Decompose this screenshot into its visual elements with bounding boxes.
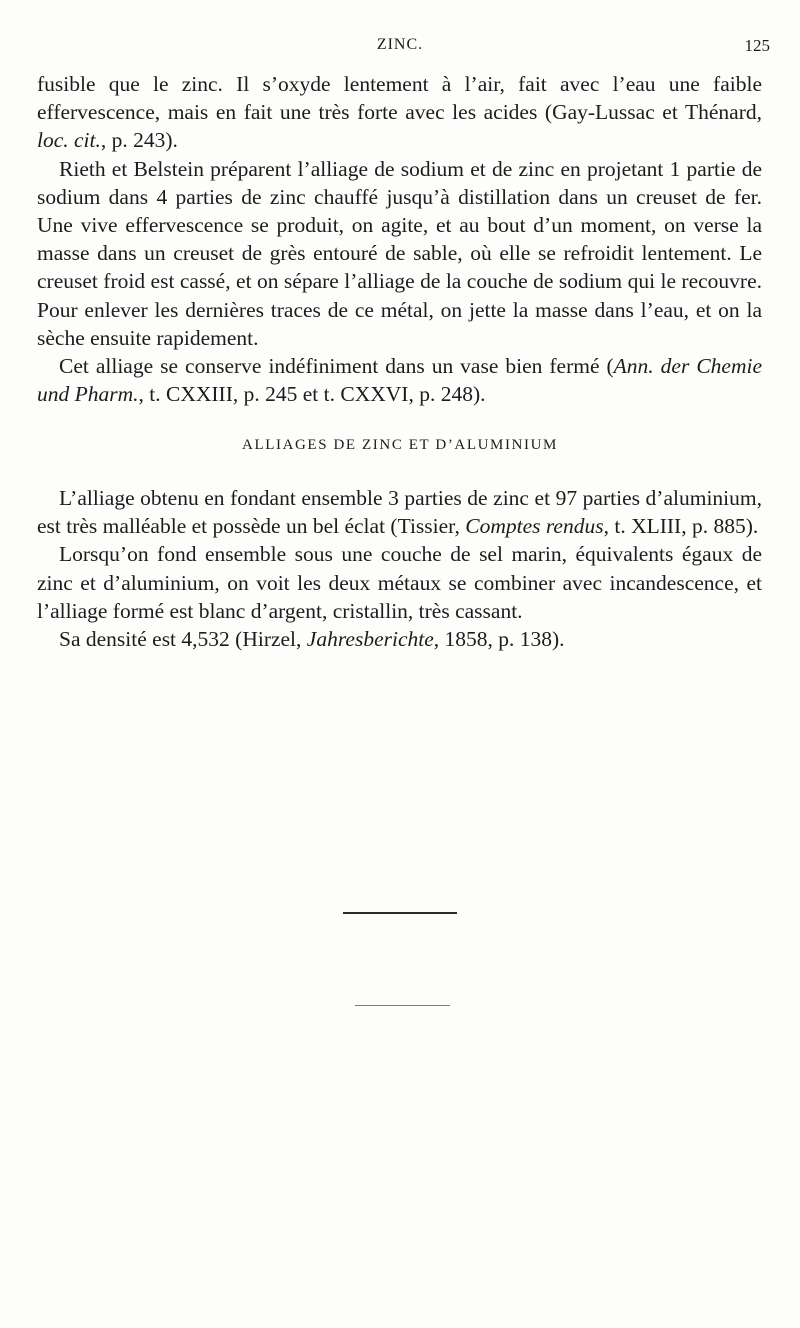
section-end-rule-short: [355, 1005, 450, 1006]
paragraph-rieth-belstein: Rieth et Belstein préparent l’alliage de sodium et de zinc en projetant 1 partie de sodium dans 4 parties de zinc chauffé jusqu’à distillation dans un creuset de fer. Une vive effervescence se produit, on agite, et au bout d’un moment, on verse la masse dans un creuset de grès entouré de sable, où elle se refroidit lentement. Le creuset froid est cassé, et on sépare l’alliage de la couche de sodium qui le recouvre. Pour enlever les dernières traces de ce métal, on jette la masse dans l’eau, et on la sèche ensuite rapidement.: [37, 156, 762, 350]
body-text-top: [37, 70, 762, 408]
section-heading: ALLIAGES DE ZINC ET D’ALUMINIUM: [242, 437, 558, 453]
citation-italic: Ann. der Chemie und Pharm.: [37, 354, 762, 407]
paragraph-fusible: fusible que le zinc. Il s’oxyde lentement à l’air, fait avec l’eau une faible effervescence, mais en fait une très forte avec les acides (Gay-Lussac et Thénard, loc. cit., p. 243).: [37, 72, 762, 153]
paragraph-conservation: Cet alliage se conserve indéfiniment dans un vase bien fermé (Ann. der Chemie und Pharm., t. CXXIII, p. 245 et t. CXXVI, p. 248).: [37, 354, 762, 407]
citation-italic: Comptes rendus: [465, 514, 604, 539]
running-head: [0, 36, 800, 60]
body-text-bottom: [37, 484, 762, 653]
paragraph-sel-marin: Lorsqu’on fond ensemble sous une couche de sel marin, équivalents égaux de zinc et d’aluminium, on voit les deux métaux se combiner avec incandescence, et l’alliage formé est blanc d’argent, cristallin, très cassant.: [37, 542, 762, 623]
running-title: ZINC.: [376, 36, 424, 53]
paragraph-densite: Sa densité est 4,532 (Hirzel, Jahresberichte, 1858, p. 138).: [59, 627, 565, 652]
paragraph-alliage-aluminium: L’alliage obtenu en fondant ensemble 3 parties de zinc et 97 parties d’aluminium, est très malléable et possède un bel éclat (Tissier, Comptes rendus, t. XLIII, p. 885).: [37, 486, 762, 539]
citation-italic: Jahresberichte: [306, 627, 434, 652]
section-end-rule: [343, 912, 457, 914]
page-number: 125: [744, 36, 770, 55]
citation-italic: loc. cit.: [37, 128, 101, 153]
